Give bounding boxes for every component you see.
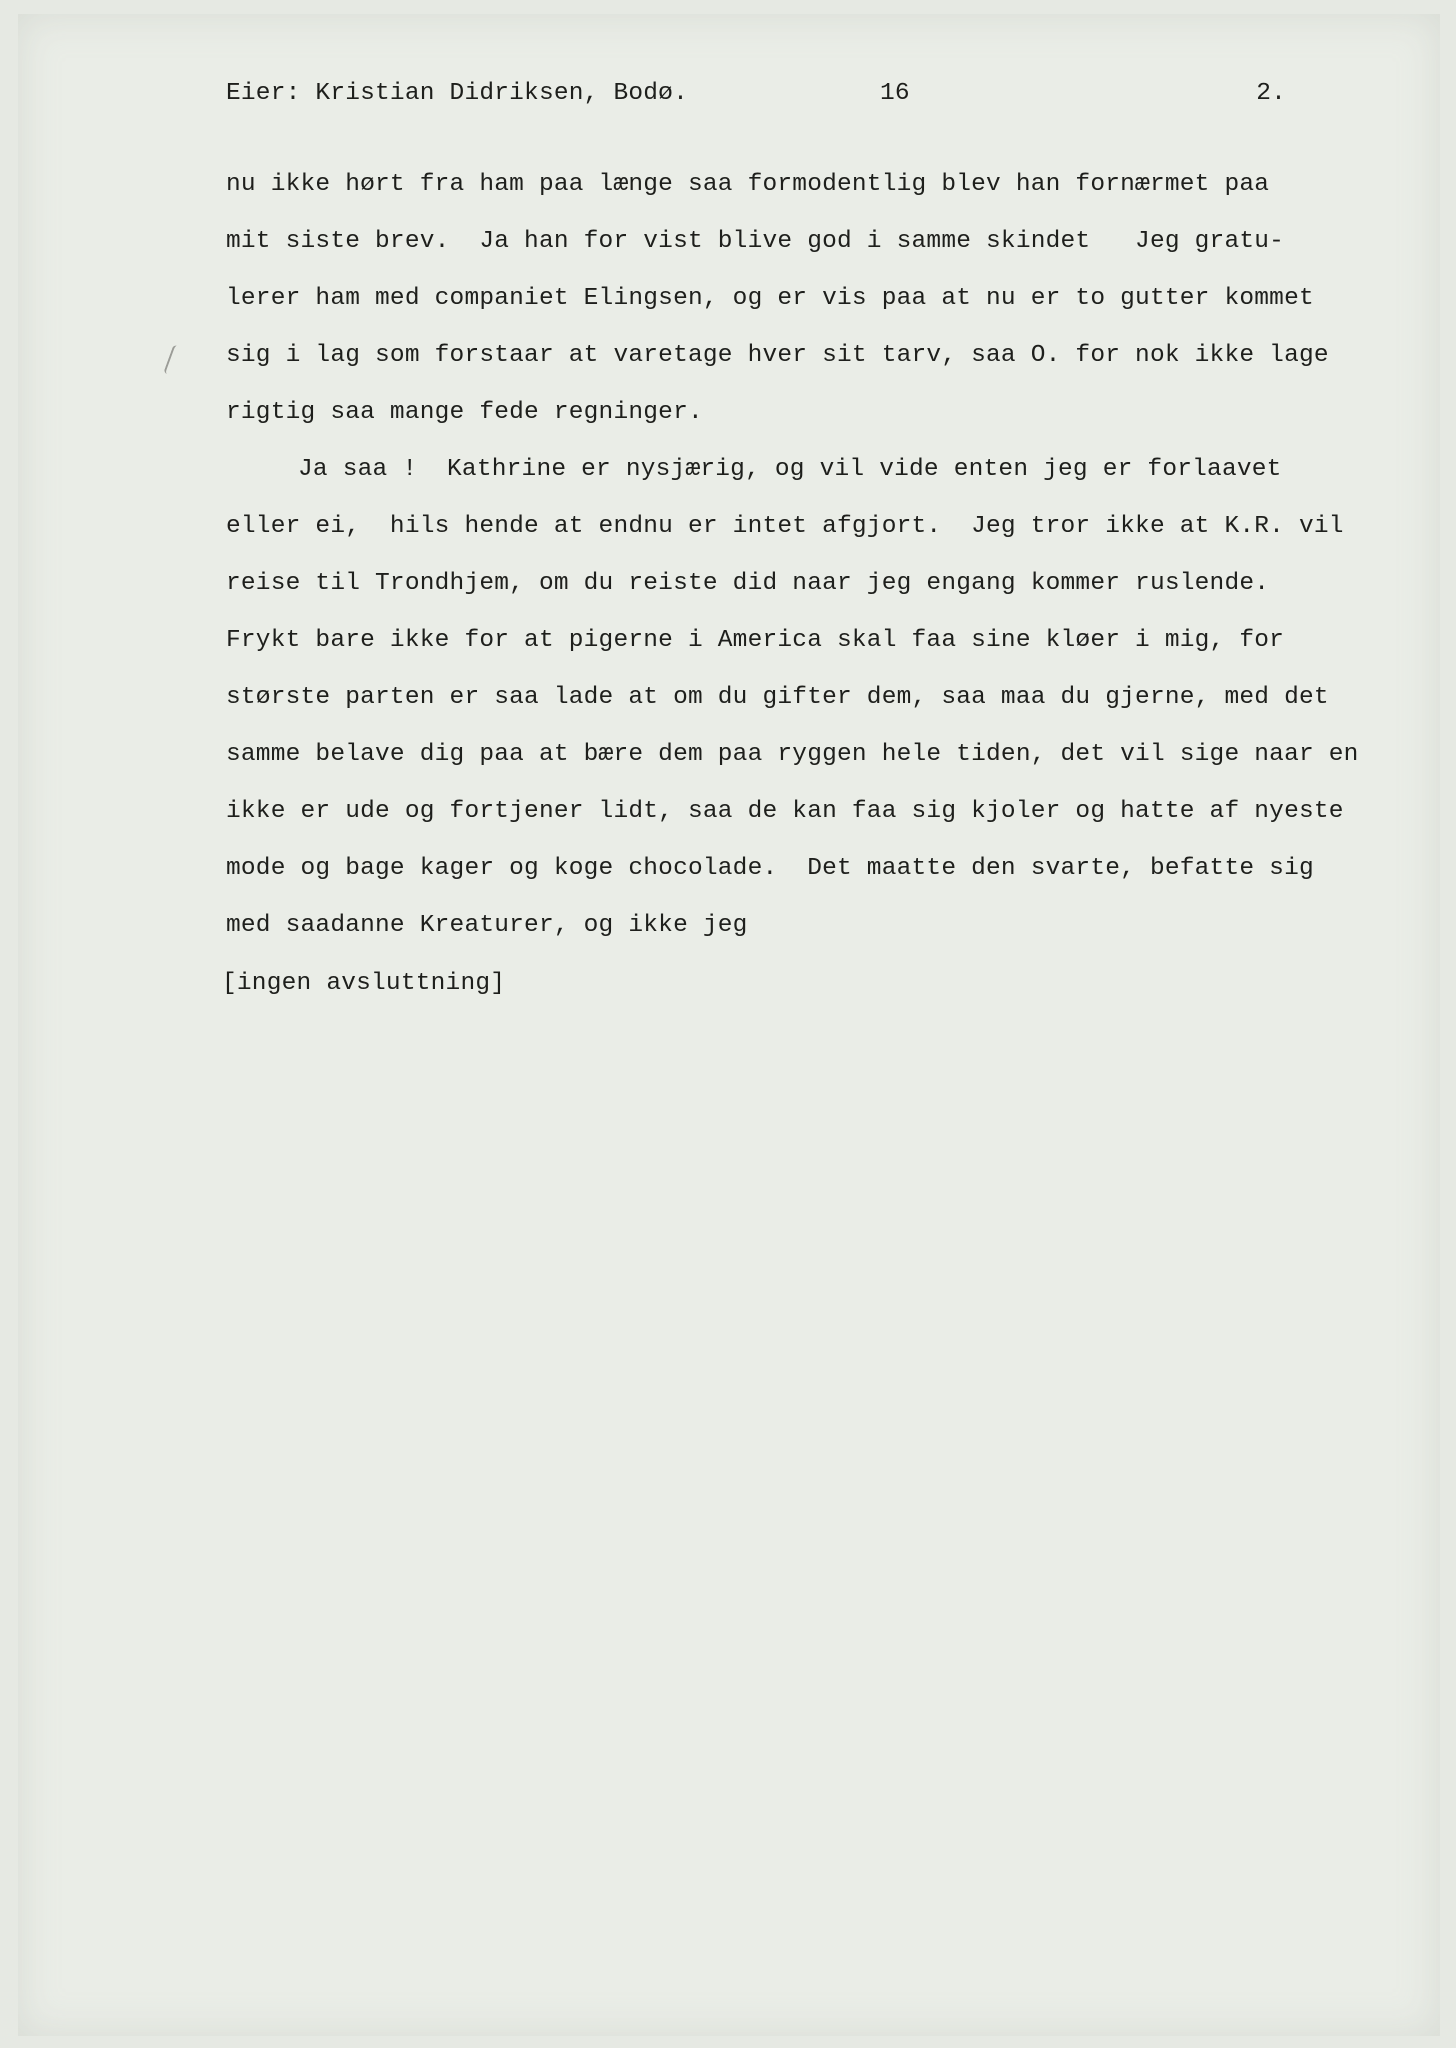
text-line: nu ikke hørt fra ham paa længe saa formodentlig blev han fornærmet paa [226, 171, 1270, 198]
page-number: 2. [1256, 80, 1286, 107]
text-line: mit siste brev. Ja han for vist blive god i samme skindet Jeg gratu- [226, 228, 1285, 255]
text-line: samme belave dig paa at bære dem paa ryggen hele tiden, det vil sige naar en [226, 741, 1359, 768]
page-header [226, 80, 1286, 116]
text-line: rigtig saa mange fede regninger. [226, 399, 703, 426]
text-line: reise til Trondhjem, om du reiste did naar jeg engang kommer ruslende. [226, 570, 1270, 597]
text-line: med saadanne Kreaturer, og ikke jeg [226, 912, 748, 939]
closing-note: [ingen avsluttning] [222, 970, 506, 997]
text-line: Ja saa ! Kathrine er nysjærig, og vil vide enten jeg er forlaavet [298, 456, 1282, 483]
text-line: mode og bage kager og koge chocolade. Det maatte den svarte, befatte sig [226, 855, 1314, 882]
text-line: lerer ham med companiet Elingsen, og er vis paa at nu er to gutter kommet [226, 285, 1314, 312]
text-line: sig i lag som forstaar at varetage hver sit tarv, saa O. for nok ikke lage [226, 342, 1329, 369]
folio-number: 16 [880, 80, 910, 107]
text-line: eller ei, hils hende at endnu er intet afgjort. Jeg tror ikke at K.R. vil [226, 513, 1344, 540]
text-line: Frykt bare ikke for at pigerne i America skal faa sine kløer i mig, for [226, 627, 1285, 654]
letter-body [222, 168, 1359, 997]
text-line: ikke er ude og fortjener lidt, saa de kan faa sig kjoler og hatte af nyeste [226, 798, 1344, 825]
text-line: største parten er saa lade at om du gifter dem, saa maa du gjerne, med det [226, 684, 1329, 711]
owner-line: Eier: Kristian Didriksen, Bodø. [226, 80, 688, 107]
